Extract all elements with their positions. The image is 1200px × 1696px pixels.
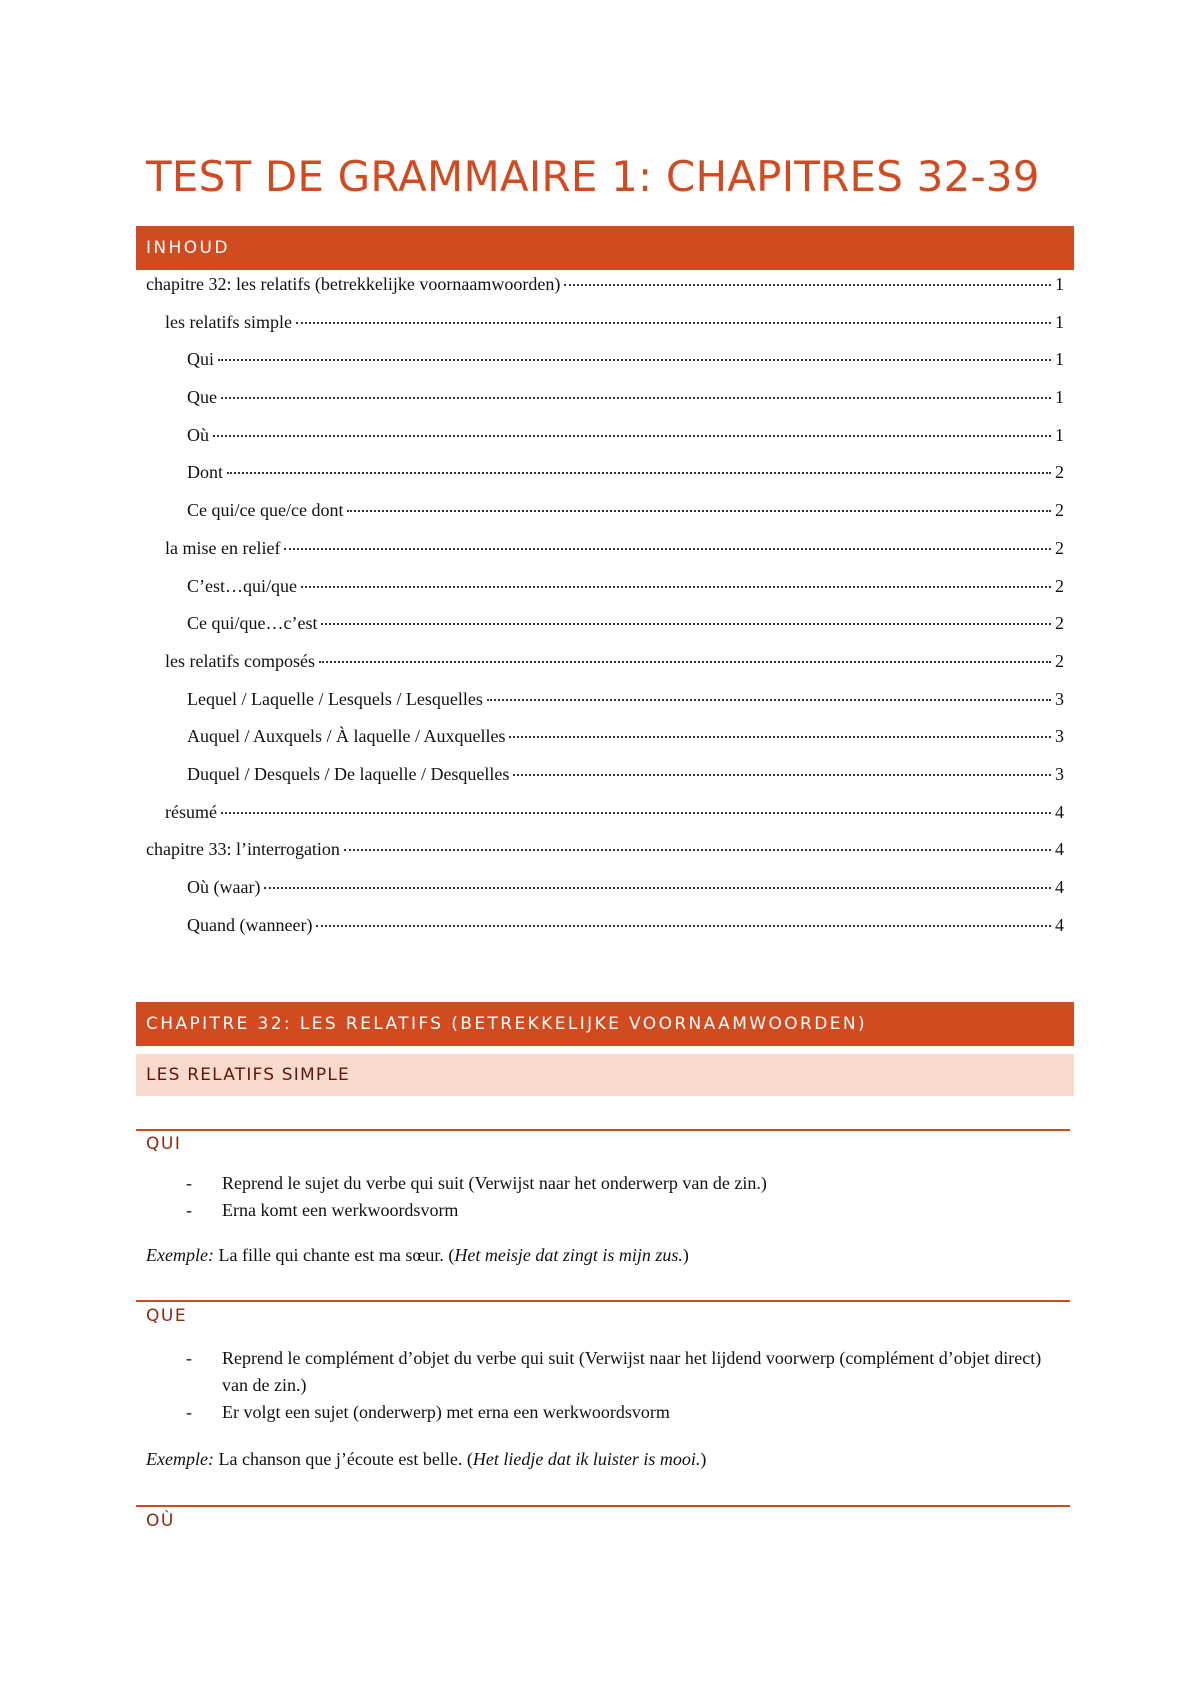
toc-leader-dots — [221, 812, 1051, 814]
document-title: TEST DE GRAMMAIRE 1: CHAPITRES 32-39 — [146, 152, 1040, 201]
toc-entry-title: Auquel / Auxquels / À laquelle / Auxquelles — [187, 726, 506, 747]
paren-close: ) — [700, 1449, 707, 1469]
toc-page-number: 2 — [1055, 650, 1064, 671]
toc-page-number: 3 — [1055, 726, 1064, 747]
toc-entry[interactable] — [146, 651, 1064, 689]
toc-entry-title: Où — [187, 424, 209, 445]
toc-entry[interactable] — [146, 312, 1064, 350]
toc-entry-title: Ce qui/que…c’est — [187, 613, 318, 634]
toc-entry[interactable] — [146, 425, 1064, 463]
toc-page-number: 2 — [1055, 537, 1064, 558]
toc-entry-title: les relatifs composés — [165, 650, 315, 671]
paren-open: ( — [443, 1245, 455, 1265]
toc-leader-dots — [487, 699, 1051, 701]
toc-leader-dots — [513, 774, 1051, 776]
toc-entry[interactable] — [146, 274, 1064, 312]
chapter-heading: CHAPITRE 32: LES RELATIFS (BETREKKELIJKE VOORNAAMWOORDEN) — [136, 1002, 1074, 1046]
toc-entry-title: les relatifs simple — [165, 311, 292, 332]
toc-entry-title: Que — [187, 387, 217, 408]
toc-entry[interactable] — [146, 500, 1064, 538]
list-item: - Reprend le sujet du verbe qui suit (Verwijst naar het onderwerp van de zin.) — [186, 1170, 1046, 1197]
toc-leader-dots — [227, 472, 1051, 474]
section-heading: LES RELATIFS SIMPLE — [136, 1054, 1074, 1096]
toc-entry-title: Duquel / Desquels / De laquelle / Desquelles — [187, 763, 510, 784]
toc-entry[interactable] — [146, 462, 1064, 500]
toc-entry[interactable] — [146, 839, 1064, 877]
toc-entry-title: chapitre 32: les relatifs (betrekkelijke voornaamwoorden) — [146, 274, 561, 294]
toc-entry[interactable] — [146, 802, 1064, 840]
example-french: La chanson que j’écoute est belle. — [218, 1449, 463, 1469]
toc-entry-title: la mise en relief — [165, 537, 281, 558]
toc-entry[interactable] — [146, 387, 1064, 425]
toc-entry[interactable] — [146, 877, 1064, 915]
toc-leader-dots — [264, 887, 1051, 889]
que-bullets — [186, 1345, 1046, 1426]
toc-leader-dots — [213, 435, 1051, 437]
toc-leader-dots — [319, 661, 1051, 663]
example-translation: Het meisje dat zingt is mijn zus. — [454, 1245, 683, 1265]
toc-leader-dots — [296, 322, 1051, 324]
toc-page-number: 2 — [1055, 613, 1064, 634]
toc-entry-title: résumé — [165, 801, 217, 822]
qui-example — [146, 1245, 689, 1266]
list-item: - Reprend le complément d’objet du verbe qui suit (Verwijst naar het lijdend voorwerp (complément d’objet direct) van de zin.) — [186, 1345, 1046, 1399]
example-label: Exemple: — [146, 1245, 214, 1265]
toc-leader-dots — [344, 849, 1051, 851]
toc-page-number: 4 — [1055, 914, 1064, 935]
toc-leader-dots — [284, 548, 1051, 550]
toc-page-number: 2 — [1055, 462, 1064, 483]
section-rule — [136, 1129, 1070, 1131]
toc-entry-title: chapitre 33: l’interrogation — [146, 839, 340, 860]
list-item: - Er volgt een sujet (onderwerp) met erna een werkwoordsvorm — [186, 1399, 1046, 1426]
toc-page-number: 4 — [1055, 839, 1064, 860]
toc-entry[interactable] — [146, 915, 1064, 953]
toc-entry-title: Quand (wanneer) — [187, 914, 313, 935]
toc-entry[interactable] — [146, 726, 1064, 764]
toc-leader-dots — [301, 586, 1051, 588]
toc-entry-title: Lequel / Laquelle / Lesquels / Lesquelles — [187, 688, 483, 709]
toc-entry-title: C’est…qui/que — [187, 575, 297, 596]
toc-page-number: 3 — [1055, 763, 1064, 784]
toc-entry-title: Dont — [187, 462, 223, 483]
toc-leader-dots — [218, 359, 1051, 361]
toc-page-number: 2 — [1055, 575, 1064, 596]
ou-heading: OÙ — [146, 1511, 175, 1531]
toc-entry-title: Où (waar) — [187, 877, 261, 897]
section-rule — [136, 1505, 1070, 1507]
que-example — [146, 1449, 706, 1470]
toc-leader-dots — [321, 623, 1051, 625]
que-heading: QUE — [146, 1306, 188, 1326]
toc-leader-dots — [509, 736, 1051, 738]
paren-open: ( — [462, 1449, 473, 1469]
toc-page-number: 1 — [1055, 424, 1064, 445]
list-item: - Erna komt een werkwoordsvorm — [186, 1197, 1046, 1224]
toc-entry-title: Ce qui/ce que/ce dont — [187, 500, 344, 521]
toc-entry[interactable] — [146, 538, 1064, 576]
paren-close: ) — [682, 1245, 689, 1265]
toc-entry-title: Qui — [187, 349, 214, 370]
toc-entry[interactable] — [146, 764, 1064, 802]
toc-page-number: 4 — [1055, 801, 1064, 822]
qui-bullets — [186, 1170, 1046, 1224]
toc-entry[interactable] — [146, 689, 1064, 727]
toc-page-number: 2 — [1055, 500, 1064, 521]
toc-entry[interactable] — [146, 349, 1064, 387]
toc-heading: INHOUD — [136, 226, 1074, 270]
example-label: Exemple: — [146, 1449, 214, 1469]
toc-page-number: 1 — [1055, 274, 1064, 294]
qui-heading: QUI — [146, 1134, 182, 1154]
toc-page-number: 1 — [1055, 311, 1064, 332]
section-rule — [136, 1300, 1070, 1302]
toc-page-number: 4 — [1055, 877, 1064, 897]
toc-leader-dots — [221, 397, 1051, 399]
example-french: La fille qui chante est ma sœur. — [218, 1245, 444, 1265]
toc-page-number: 1 — [1055, 387, 1064, 408]
toc-leader-dots — [316, 925, 1051, 927]
table-of-contents — [146, 274, 1064, 952]
toc-page-number: 1 — [1055, 349, 1064, 370]
toc-page-number: 3 — [1055, 688, 1064, 709]
toc-entry[interactable] — [146, 613, 1064, 651]
example-translation: Het liedje dat ik luister is mooi. — [472, 1449, 701, 1469]
toc-entry[interactable] — [146, 576, 1064, 614]
toc-leader-dots — [564, 284, 1051, 286]
toc-leader-dots — [347, 510, 1051, 512]
